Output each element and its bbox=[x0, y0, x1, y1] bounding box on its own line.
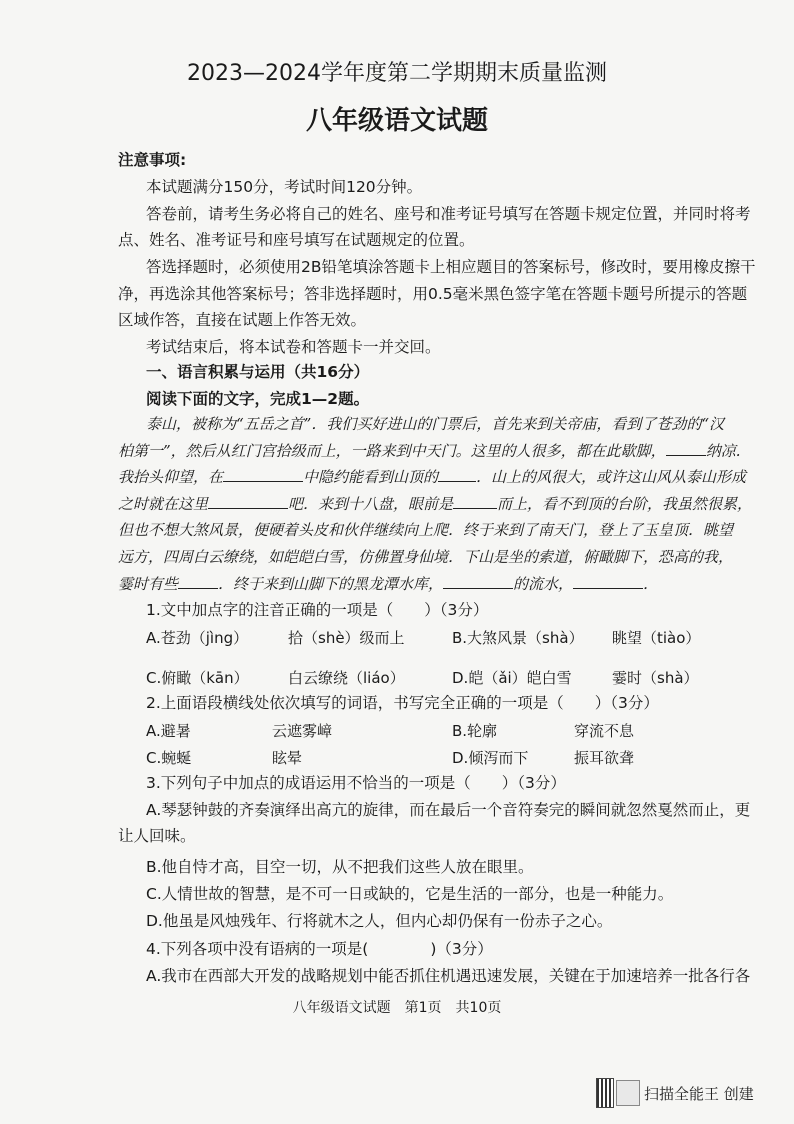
qr-code-icon bbox=[596, 1078, 614, 1108]
passage-line: 远方，四周白云缭绕，如皑皑白雪，仿佛置身仙境．下山是坐的索道，俯瞰脚下，恐高的我， bbox=[118, 548, 734, 566]
option-d: D.他虽是风烛残年、行将就木之人，但内心却仍保有一份赤子之心。 bbox=[146, 912, 613, 930]
passage-line: 泰山，被称为“五岳之首”．我们买好进山的门票后，首先来到关帝庙，看到了苍劲的“汉 bbox=[146, 415, 725, 433]
question-stem: 1.文中加点字的注音正确的一项是（ ）（3分） bbox=[146, 601, 489, 619]
scanner-watermark bbox=[596, 1078, 776, 1108]
question-stem: 2.上面语段横线处依次填写的词语，书写完全正确的一项是（ ）（3分） bbox=[146, 694, 659, 712]
option-a-cont: 让人回味。 bbox=[118, 827, 196, 845]
option-d: D.倾泻而下 bbox=[452, 749, 529, 767]
notice-line: 答选择题时，必须使用2B铅笔填涂答题卡上相应题目的答案标号，修改时，要用橡皮擦干 bbox=[146, 258, 756, 276]
notice-line: 考试结束后，将本试卷和答题卡一并交回。 bbox=[146, 338, 441, 356]
fill-blank bbox=[573, 574, 643, 589]
exam-subtitle: 八年级语文试题 bbox=[305, 106, 488, 136]
option-b: B.轮廓 bbox=[452, 722, 498, 740]
passage-text: 霎时有些 bbox=[118, 575, 179, 593]
option-a: A.避暑 bbox=[146, 722, 191, 740]
option-c-2: 眩晕 bbox=[272, 749, 303, 767]
option-d-2: 霎时（shà） bbox=[612, 669, 699, 687]
passage-text: 的流水， bbox=[513, 575, 574, 593]
fill-blank bbox=[453, 494, 497, 509]
fill-blank bbox=[208, 494, 288, 509]
passage-line: 但也不想大煞风景，便硬着头皮和伙伴继续向上爬．终于来到了南天门，登上了玉皇顶．眺望 bbox=[118, 521, 734, 539]
passage-text: 中隐约能看到山顶的 bbox=[303, 468, 439, 486]
option-b: B.大煞风景（shà） bbox=[452, 629, 584, 647]
passage-line bbox=[118, 467, 758, 487]
passage-text: 纳凉. bbox=[705, 442, 741, 460]
fill-blank bbox=[666, 441, 706, 456]
passage-line bbox=[118, 441, 758, 461]
option-a-2: 拾（shè）级而上 bbox=[288, 629, 405, 647]
option-c: C.人情世故的智慧，是不可一日或缺的，它是生活的一部分，也是一种能力。 bbox=[146, 885, 674, 903]
passage-text: 柏第一”，然后从红门宫拾级而上，一路来到中天门。这里的人很多，都在此歇脚， bbox=[118, 442, 666, 460]
notice-heading: 注意事项: bbox=[118, 151, 187, 169]
notice-line: 区域作答，直接在试题上作答无效。 bbox=[118, 311, 367, 329]
notice-line: 净，再选涂其他答案标号；答非选择题时，用0.5毫米黑色签字笔在答题卡题号所提示的答题 bbox=[118, 285, 748, 303]
fill-blank bbox=[178, 574, 218, 589]
exam-title: 2023—2024学年度第二学期期末质量监测 bbox=[187, 61, 607, 86]
option-d: D.皑（ǎi）皑白雪 bbox=[452, 669, 572, 687]
option-b: B.他自恃才高，目空一切，从不把我们这些人放在眼里。 bbox=[146, 858, 534, 876]
passage-text: 我抬头仰望，在 bbox=[118, 468, 224, 486]
fill-blank bbox=[223, 467, 303, 482]
section-heading: 一、语言积累与运用（共16分） bbox=[146, 363, 370, 381]
notice-line: 点、姓名、准考证号和座号填写在试题规定的位置。 bbox=[118, 231, 475, 249]
passage-text: 而上，看不到顶的台阶，我虽然很累， bbox=[497, 495, 753, 513]
option-b-2: 穿流不息 bbox=[574, 722, 635, 740]
passage-text: ．山上的风很大，或许这山风从泰山形成 bbox=[476, 468, 747, 486]
page-footer: 八年级语文试题 第1页 共10页 bbox=[292, 1000, 502, 1016]
option-a-2: 云遮雾嶂 bbox=[272, 722, 333, 740]
option-a: A.琴瑟钟鼓的齐奏演绎出高亢的旋律，而在最后一个音符奏完的瞬间就忽然戛然而止，更 bbox=[146, 801, 751, 819]
fill-blank bbox=[443, 574, 513, 589]
passage-line bbox=[118, 494, 758, 514]
scanner-watermark-text: 扫描全能王 创建 bbox=[644, 1085, 754, 1103]
option-a: A.苍劲（jìng） bbox=[146, 629, 249, 647]
passage-line bbox=[118, 574, 758, 594]
option-c: C.蜿蜒 bbox=[146, 749, 192, 767]
app-logo-icon bbox=[616, 1080, 640, 1106]
option-d-2: 振耳欲聋 bbox=[574, 749, 635, 767]
question-stem: 3.下列句子中加点的成语运用不恰当的一项是（ ）（3分） bbox=[146, 774, 566, 792]
passage-text: ．终于来到山脚下的黑龙潭水库， bbox=[218, 575, 444, 593]
notice-line: 答卷前，请考生务必将自己的姓名、座号和准考证号填写在答题卡规定位置，并同时将考 bbox=[146, 205, 751, 223]
passage-text: ． bbox=[643, 575, 659, 593]
option-a: A.我市在西部大开发的战略规划中能否抓住机遇迅速发展，关键在于加速培养一批各行各 bbox=[146, 967, 751, 985]
section-instruction: 阅读下面的文字，完成1—2题。 bbox=[146, 390, 370, 408]
passage-text: 吧．来到十八盘，眼前是 bbox=[288, 495, 454, 513]
passage-text: 之时就在这里 bbox=[118, 495, 209, 513]
option-c-2: 白云缭绕（liáo） bbox=[288, 669, 405, 687]
notice-line: 本试题满分150分，考试时间120分钟。 bbox=[146, 178, 423, 196]
option-b-2: 眺望（tiào） bbox=[612, 629, 701, 647]
option-c: C.俯瞰（kān） bbox=[146, 669, 249, 687]
question-stem: 4.下列各项中没有语病的一项是( )（3分） bbox=[146, 940, 493, 958]
fill-blank bbox=[438, 467, 476, 482]
